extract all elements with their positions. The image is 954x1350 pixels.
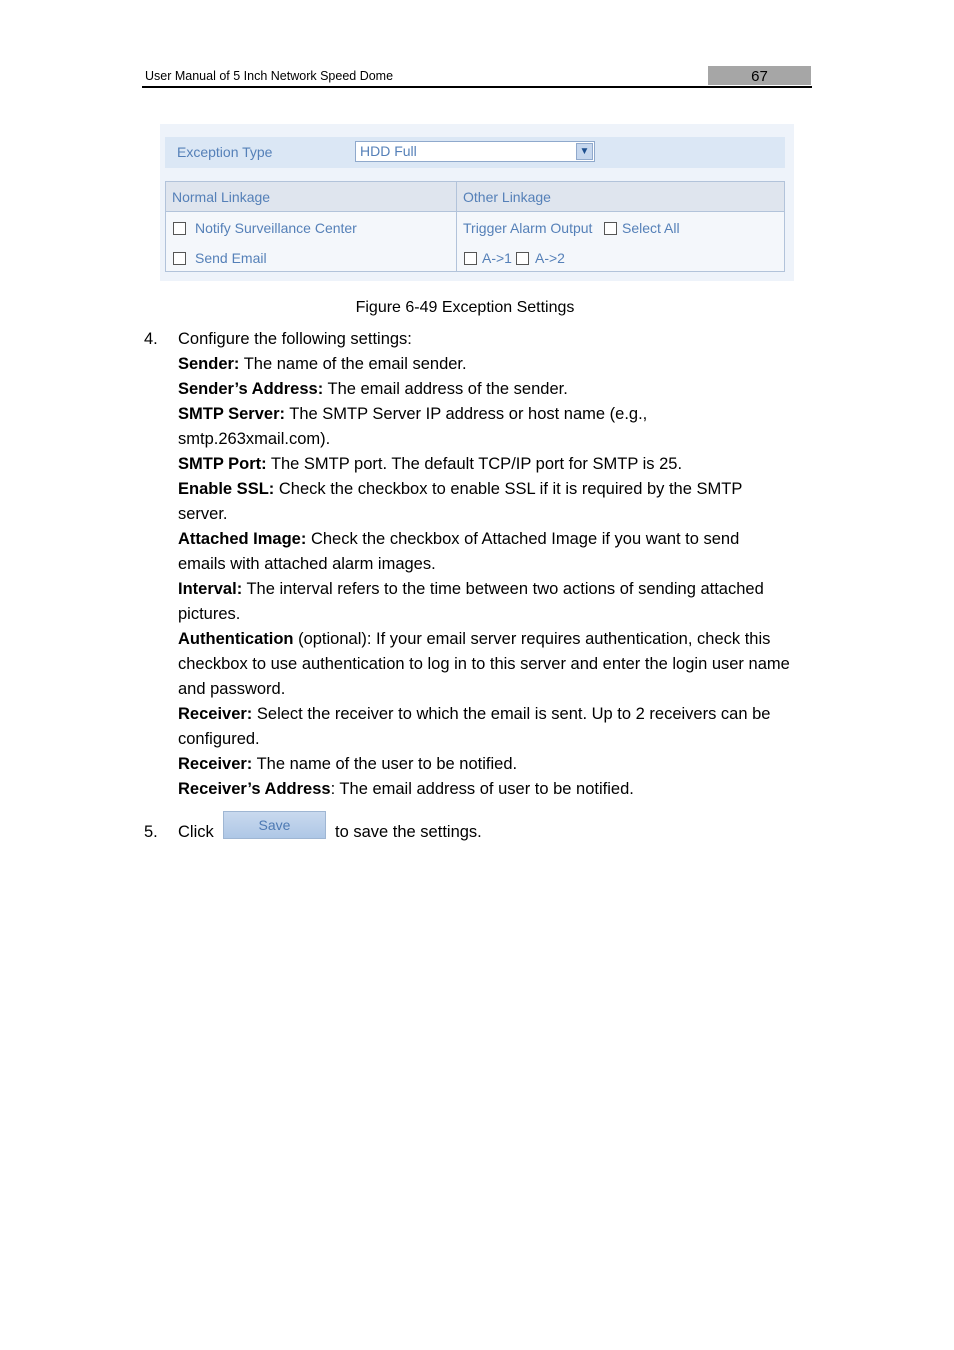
setting-item	[178, 627, 793, 702]
figure-caption: Figure 6-49 Exception Settings	[355, 299, 575, 316]
setting-desc: Check the checkbox to enable SSL if it is required by the SMTP server.	[178, 480, 743, 523]
setting-desc: : The email address of user to be notified.	[330, 780, 634, 798]
step-4-number: 4.	[144, 330, 158, 348]
exception-type-value: HDD Full	[360, 143, 417, 159]
save-button[interactable]: Save	[223, 811, 326, 839]
linkage-column-divider	[456, 182, 457, 271]
send-email-label: Send Email	[195, 250, 267, 266]
setting-desc: The email address of the sender.	[323, 380, 568, 398]
setting-term: Attached Image:	[178, 530, 307, 548]
exception-type-label: Exception Type	[177, 144, 273, 160]
chevron-down-icon[interactable]: ▼	[576, 143, 593, 160]
step-4-body	[178, 327, 818, 802]
setting-desc: The name of the email sender.	[239, 355, 467, 373]
setting-desc: The name of the user to be notified.	[252, 755, 518, 773]
setting-item	[178, 527, 778, 577]
setting-desc: The SMTP Server IP address or host name (e.g., smtp.263xmail.com).	[178, 405, 648, 448]
setting-item	[178, 752, 818, 777]
setting-desc: The SMTP port. The default TCP/IP port for SMTP is 25.	[266, 455, 683, 473]
alarm-a2-checkbox[interactable]	[516, 252, 529, 265]
setting-desc: Select the receiver to which the email is sent. Up to 2 receivers can be configured.	[178, 705, 771, 748]
select-all-checkbox[interactable]	[604, 222, 617, 235]
step-4-intro: Configure the following settings:	[178, 330, 412, 348]
setting-item	[178, 477, 778, 527]
header-rule	[142, 86, 812, 88]
header-title: User Manual of 5 Inch Network Speed Dome	[145, 69, 394, 83]
alarm-a1-label: A->1	[482, 250, 512, 266]
setting-term: SMTP Port:	[178, 455, 267, 473]
linkage-table	[165, 181, 785, 272]
setting-item	[178, 452, 818, 477]
setting-term: Receiver:	[178, 755, 253, 773]
setting-term: Enable SSL:	[178, 480, 275, 498]
setting-desc: Check the checkbox of Attached Image if you want to send emails with attached alarm images.	[178, 530, 740, 573]
setting-term: SMTP Server:	[178, 405, 285, 423]
alarm-a2-label: A->2	[535, 250, 565, 266]
send-email-checkbox[interactable]	[173, 252, 186, 265]
alarm-a1-checkbox[interactable]	[464, 252, 477, 265]
notify-surveillance-checkbox[interactable]	[173, 222, 186, 235]
setting-term: Interval:	[178, 580, 243, 598]
step-5-click-text: Click	[178, 823, 214, 841]
normal-linkage-header: Normal Linkage	[172, 189, 271, 205]
select-all-label: Select All	[622, 220, 680, 236]
setting-term: Sender’s Address:	[178, 380, 324, 398]
setting-item	[178, 402, 678, 452]
setting-term: Sender:	[178, 355, 240, 373]
setting-item	[178, 777, 818, 802]
trigger-alarm-output-label: Trigger Alarm Output	[463, 220, 593, 236]
step-5-number: 5.	[144, 823, 158, 841]
page-number: 67	[708, 66, 811, 85]
setting-term: Receiver’s Address	[178, 780, 331, 798]
exception-type-row	[165, 137, 785, 168]
exception-settings-figure	[160, 124, 794, 281]
step-5-suffix: to save the settings.	[335, 823, 482, 841]
setting-term: Authentication	[178, 630, 294, 648]
setting-desc: The interval refers to the time between two actions of sending attached pictures.	[178, 580, 764, 623]
setting-item	[178, 377, 818, 402]
notify-surveillance-label: Notify Surveillance Center	[195, 220, 357, 236]
setting-item	[178, 577, 818, 627]
setting-item	[178, 352, 818, 377]
setting-item	[178, 702, 810, 752]
other-linkage-header: Other Linkage	[463, 189, 551, 205]
setting-desc: (optional): If your email server requires authentication, check this checkbox to use authentication to log in to this server and enter the login user name and password.	[178, 630, 790, 698]
exception-type-select[interactable]	[355, 141, 595, 162]
setting-term: Receiver:	[178, 705, 253, 723]
